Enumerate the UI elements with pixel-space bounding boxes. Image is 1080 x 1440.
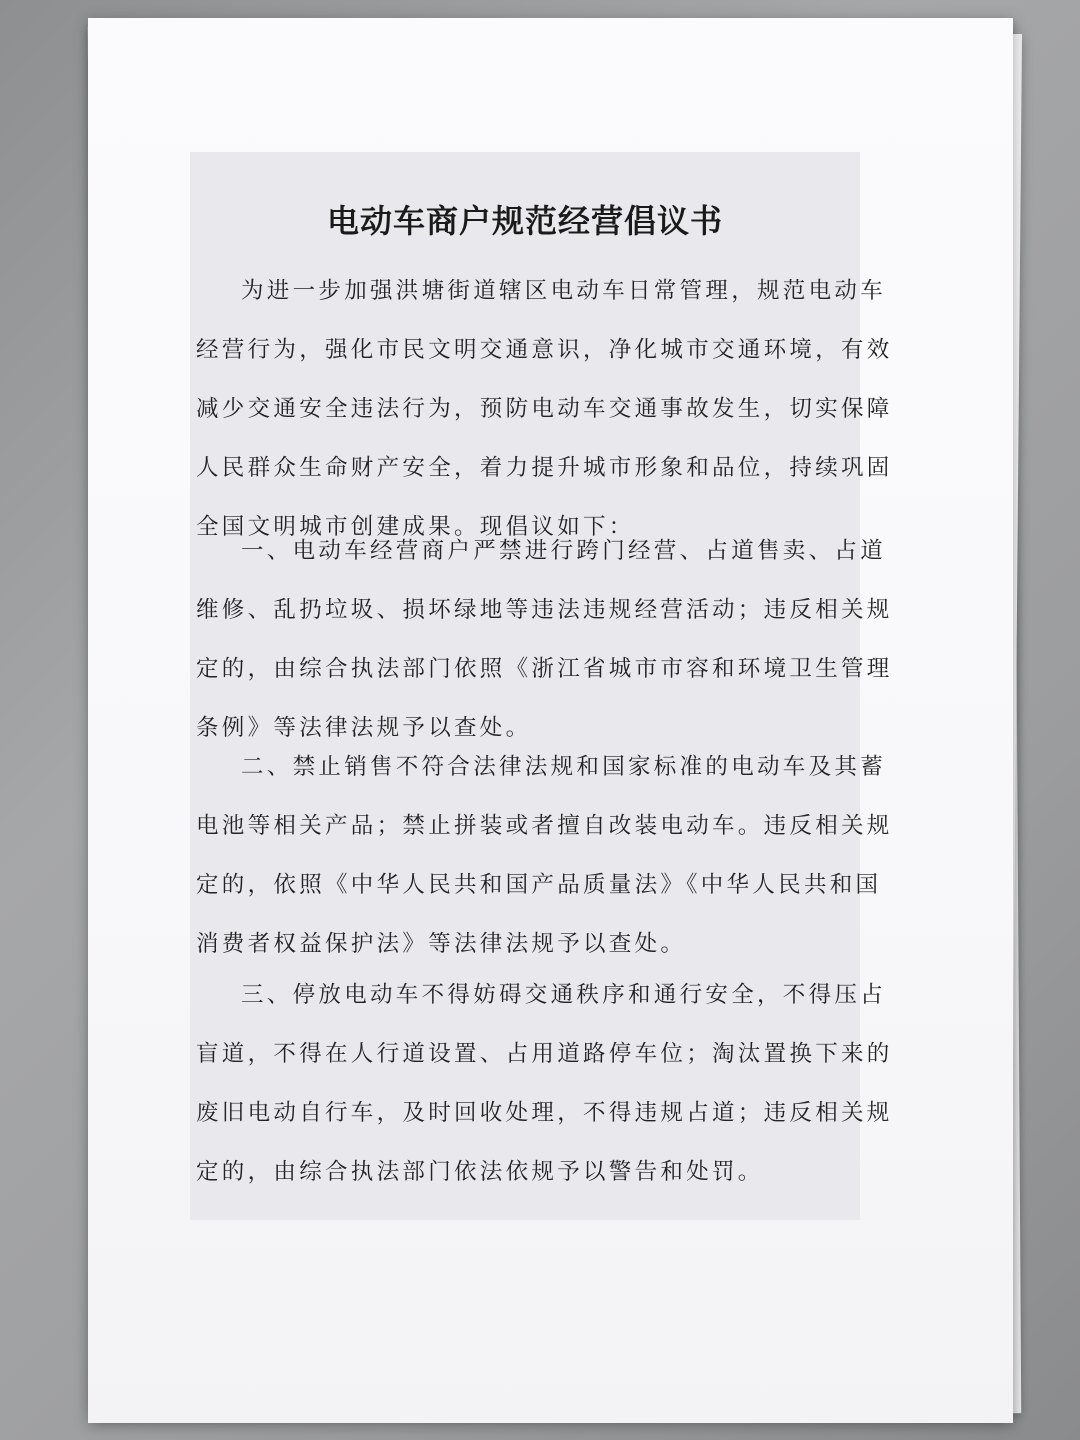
document-title: 电动车商户规范经营倡议书 (326, 202, 723, 240)
clause-one-paragraph: 一、电动车经营商户严禁进行跨门经营、占道售卖、占道维修、乱扔垃圾、损坏绿地等违法违规经营活动；违反相关规定的，由综合执法部门依照《浙江省城市市容和环境卫生管理条例》等法律法规予以查处。 (196, 538, 893, 741)
clause-three-paragraph: 三、停放电动车不得妨碍交通秩序和通行安全，不得压占盲道，不得在人行道设置、占用道路停车位；淘汰置换下来的废旧电动自行车，及时回收处理，不得违规占道；违反相关规定的，由综合执法部门依法依规予以警告和处罚。 (196, 982, 893, 1185)
intro-paragraph: 为进一步加强洪塘街道辖区电动车日常管理，规范电动车经营行为，强化市民文明交通意识，净化城市交通环境，有效减少交通安全违法行为，预防电动车交通事故发生，切实保障人民群众生命财产安全，着力提升城市形象和品位，持续巩固全国文明城市创建成果。现倡议如下： (196, 278, 893, 540)
clause-two-paragraph: 二、禁止销售不符合法律法规和国家标准的电动车及其蓄电池等相关产品；禁止拼装或者擅自改装电动车。违反相关规定的，依照《中华人民共和国产品质量法》《中华人民共和国消费者权益保护法》等法律法规予以查处。 (196, 754, 893, 957)
